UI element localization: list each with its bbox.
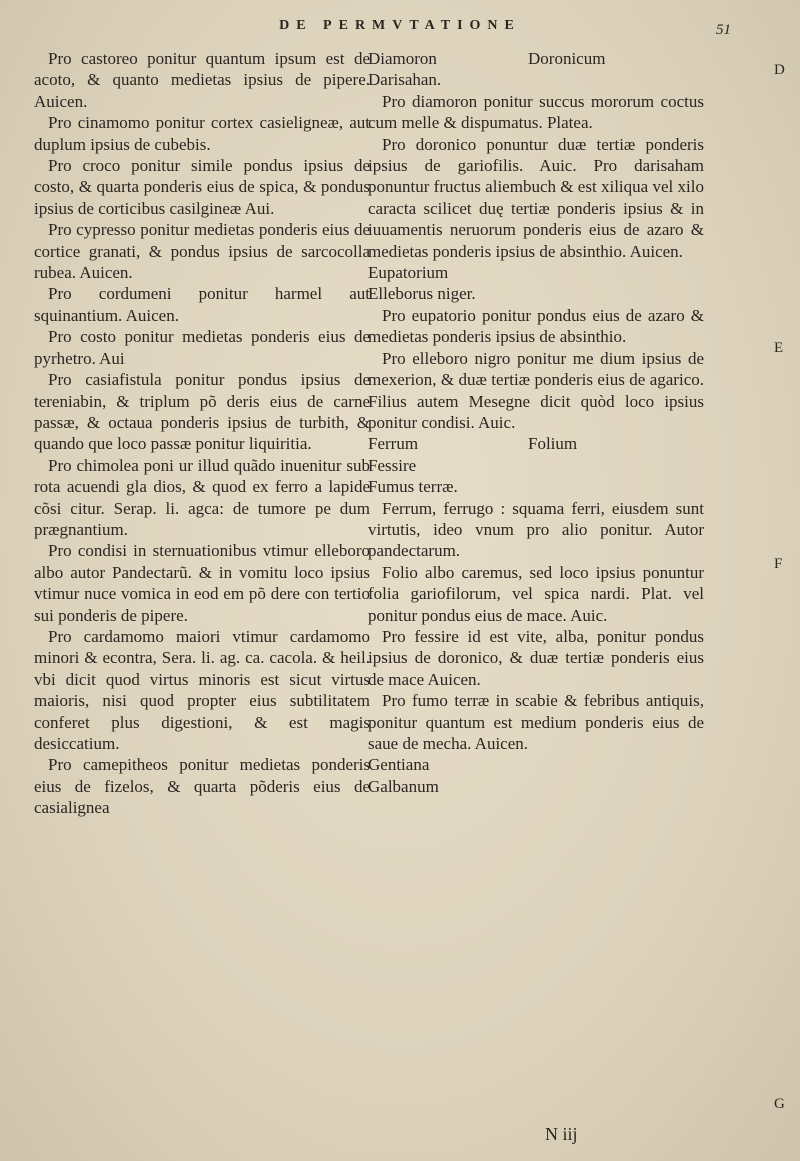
running-title: DE PERMVTATIONE xyxy=(279,18,521,33)
paragraph: Pro cinamomo ponitur cortex casieligneæ, aut duplum ipsius de cubebis. xyxy=(34,113,370,154)
margin-letter-e: E xyxy=(774,340,784,356)
paragraph: Pro croco ponitur simile pondus ipsius de costo, & quarta ponderis eius de spica, & pondus ipsius de corticibus casilgineæ Aui. xyxy=(34,156,370,218)
paragraph: Pro fessire id est vite, alba, ponitur pondus ipsius de doronico, & duæ tertiæ ponderis eius de mace Auicen. xyxy=(368,626,704,689)
folio-number: 51 xyxy=(716,22,731,38)
paragraph: Pro doronico ponuntur duæ tertiæ ponderis ipsius de gariofilis. Auic. Pro darisaham ponuntur fructus aliembuch & est xiliqua vel xilo caracta scilicet duę tertiæ ponderis ipsius & in iuuamentis neruorum ponderis eius de azaro & medietas ponderis ipsius de absinthio. Auicen. xyxy=(368,134,704,261)
right-column xyxy=(368,48,704,797)
paragraph: Ferrum, ferrugo : squama ferri, eiusdem sunt virtutis, ideo vnum pro alio ponitur. Autor pandectarum. xyxy=(368,498,704,561)
paragraph: Folio albo caremus, sed loco ipsius ponuntur folia gariofilorum, vel spica nardi. Plat. vel ponitur pondus eius de mace. Auic. xyxy=(368,562,704,625)
entry-heading xyxy=(368,776,704,797)
heading-term: Darisahan. xyxy=(368,70,442,90)
entry-heading xyxy=(368,754,704,775)
paragraph: Pro elleboro nigro ponitur me dium ipsius de mexerion, & duæ tertiæ ponderis eius de agarico. Filius autem Mesegne dicit quòd loco ipsius ponitur condisi. Auic. xyxy=(368,348,704,432)
heading-term: Elleborus niger. xyxy=(368,284,476,304)
paragraph: Pro diamoron ponitur succus mororum coctus cum melle & dispumatus. Platea. xyxy=(368,91,704,133)
paragraph: Pro chimolea poni ur illud quãdo inuenitur sub rota acuendi gla dios, & quod ex ferro a lapide cõsi citur. Serap. li. agca: de tumore pe dum prægnantium. xyxy=(34,455,370,539)
entry-heading xyxy=(368,283,704,304)
entry-heading xyxy=(368,48,704,69)
heading-term: Diamoron xyxy=(368,49,437,68)
paragraph: Pro castoreo ponitur quantum ipsum est de acoto, & quanto medietas ipsius de pipere. Auicen. xyxy=(34,49,370,111)
margin-letter-f: F xyxy=(774,556,783,572)
paragraph: Pro camepitheos ponitur medietas ponderis eius de fizelos, & quarta põderis eius de casialignea xyxy=(34,755,370,818)
paragraph: Pro costo ponitur medietas ponderis eius de pyrhetro. Aui xyxy=(34,327,370,368)
heading-term: Fumus terræ. xyxy=(368,477,458,497)
entry-heading xyxy=(368,476,704,497)
heading-term: Galbanum xyxy=(368,776,439,796)
heading-term: Doronicum xyxy=(528,49,606,68)
margin-letter-d: D xyxy=(774,62,785,78)
entry-heading xyxy=(368,455,704,476)
heading-term: Eupatorium xyxy=(368,263,449,283)
heading-term: Ferrum xyxy=(368,434,419,454)
paragraph: Pro fumo terræ in scabie & febribus antiquis, ponitur quantum est medium ponderis eius de saue de mecha. Auicen. xyxy=(368,691,704,753)
paragraph: Pro condisi in sternuationibus vtimur elleboro albo autor Pandectarũ. & in vomitu loco ipsius vtimur nuce vomica in eod em põ dere con tertio sui ponderis de pipere. xyxy=(34,541,370,625)
paragraph: Pro casiafistula ponitur pondus ipsius de tereniabin, & triplum põ deris eius de carne passæ, & octaua ponderis ipsius de turbith, & quando que loco passæ ponitur liquiritia. xyxy=(34,370,370,454)
paragraph: Pro cardamomo maiori vtimur cardamomo minori & econtra, Sera. li. ag. ca. cacola. & heil. vbi dicit quod virtus minoris est sicut virtus maioris, nisi quod propter eius subtilitatem conferet plus digestioni, & est magis desiccatium. xyxy=(34,626,370,753)
heading-term: Gentiana xyxy=(368,755,430,775)
entry-heading xyxy=(368,262,704,283)
heading-term: Fessire xyxy=(368,455,417,475)
entry-heading xyxy=(368,433,704,454)
paragraph: Pro cordumeni ponitur harmel aut squinantium. Auicen. xyxy=(34,284,370,325)
heading-term: Folium xyxy=(528,434,578,454)
signature-mark: N iij xyxy=(545,1124,578,1144)
left-column xyxy=(34,48,370,819)
entry-heading xyxy=(368,69,704,90)
margin-letter-g: G xyxy=(774,1096,785,1112)
paragraph: Pro cypresso ponitur medietas ponderis eius de cortice granati, & pondus ipsius de sarcocolla rubea. Auicen. xyxy=(34,220,370,283)
paragraph: Pro eupatorio ponitur pondus eius de azaro & medietas ponderis ipsius de absinthio. xyxy=(368,305,704,347)
